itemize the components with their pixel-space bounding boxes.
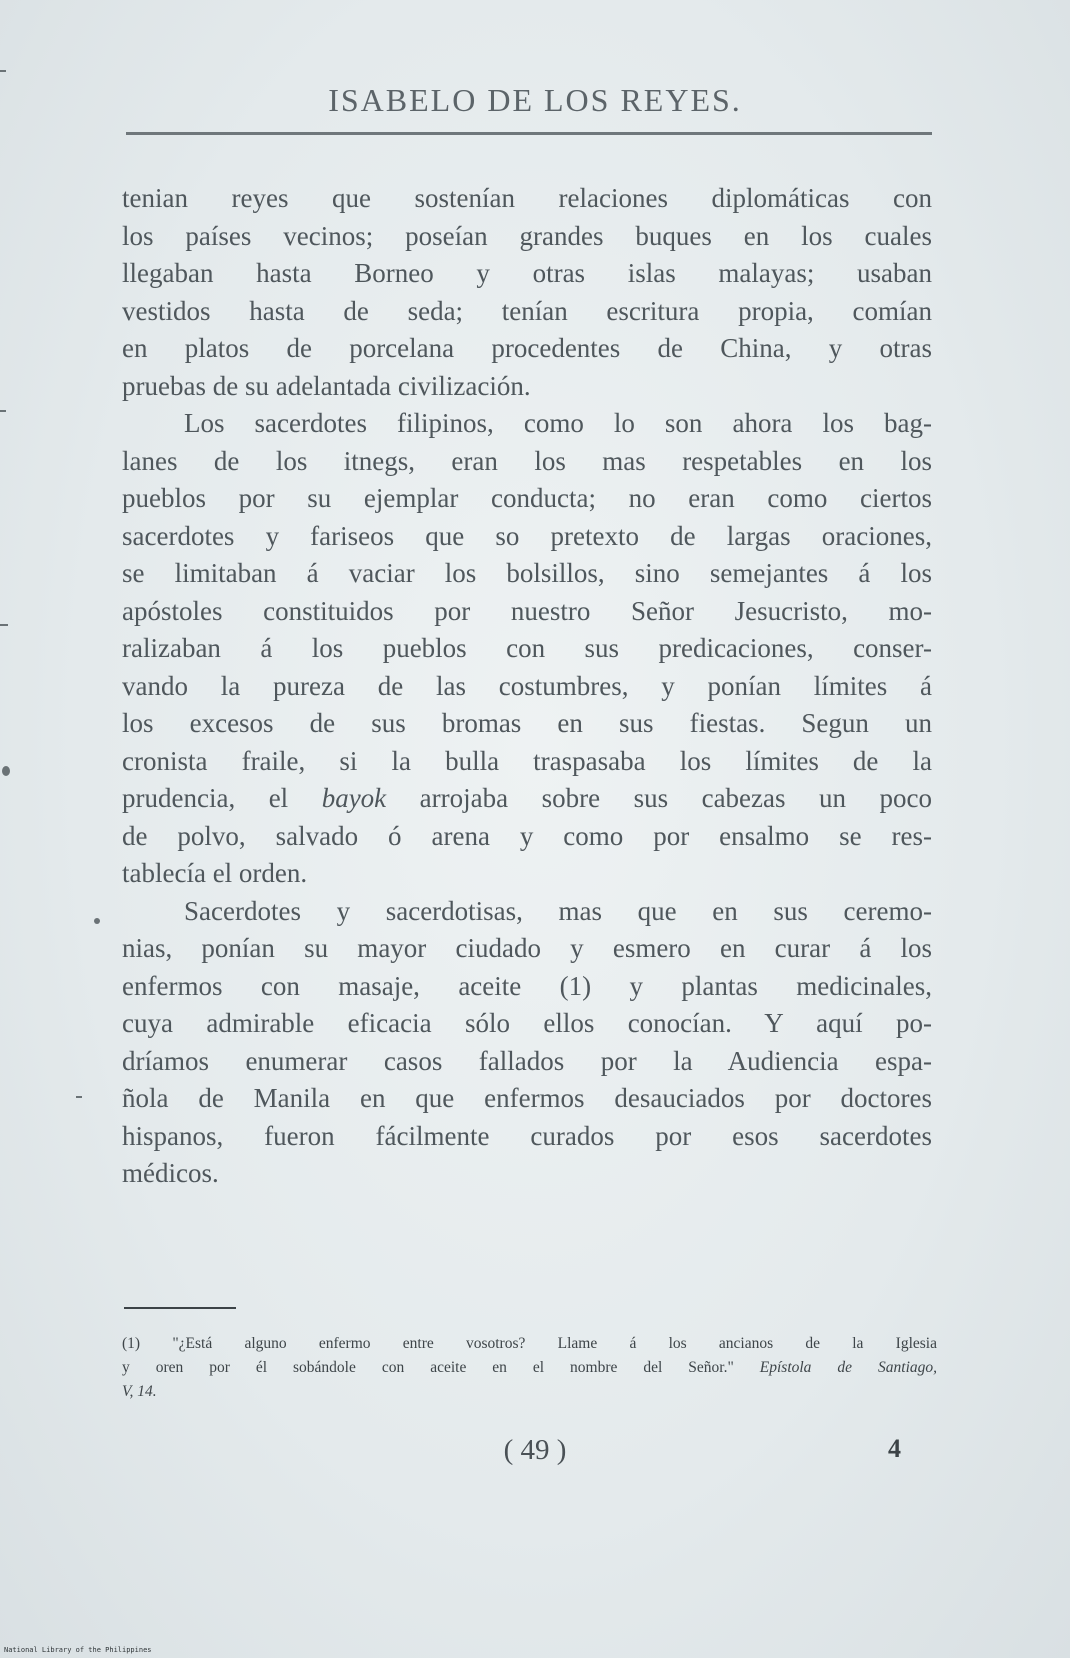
margin-mark (0, 70, 6, 72)
footnote-rule (124, 1307, 236, 1309)
body-line: ñola de Manila en que enfermos desauciados por doctores (122, 1083, 932, 1113)
body-line: pruebas de su adelantada civilización. (122, 370, 531, 401)
margin-mark (0, 624, 8, 626)
body-line: de polvo, salvado ó arena y como por ensalmo se res- (122, 820, 932, 851)
body-line: tablecía el orden. (122, 858, 308, 888)
footnote-citation-verse: V, 14. (122, 1383, 157, 1400)
footnote (122, 1332, 937, 1404)
body-line: sacerdotes y fariseos que so pretexto de largas oraciones, (122, 520, 932, 551)
body-line: lanes de los itnegs, eran los mas respetables en los (122, 445, 932, 476)
body-line: se limitaban á vaciar los bolsillos, sino semejantes á los (122, 558, 932, 588)
footnote-citation: Epístola de Santiago, (759, 1359, 937, 1376)
printer-signature-mark: 4 (888, 1434, 901, 1463)
page-number: ( 49 ) (503, 1434, 567, 1466)
margin-mark (0, 410, 6, 412)
body-line: tenian reyes que sostenían relaciones diplomáticas con (122, 183, 932, 213)
body-line-segment: arrojaba sobre sus cabezas un poco (386, 783, 932, 813)
italic-term-bayok: bayok (321, 783, 387, 813)
footnote-line (122, 1380, 937, 1404)
body-line: cuya admirable eficacia sólo ellos conocían. Y aquí po- (122, 1008, 932, 1038)
running-header-title: ISABELO DE LOS REYES. (328, 82, 742, 118)
body-line: Los sacerdotes filipinos, como lo son ahora los bag- (184, 408, 932, 438)
body-line: dríamos enumerar casos fallados por la Audiencia espa- (122, 1045, 932, 1076)
library-credit: National Library of the Philippines (4, 1646, 152, 1654)
body-line: ralizaban á los pueblos con sus predicaciones, conser- (122, 633, 932, 663)
body-line: los países vecinos; poseían grandes buques en los cuales (122, 220, 932, 251)
body-line: llegaban hasta Borneo y otras islas malayas; usaban (122, 258, 932, 288)
header-rule (126, 132, 932, 135)
body-text (122, 180, 932, 1193)
body-line: los excesos de sus bromas en sus fiestas. Segun un (122, 708, 932, 738)
body-line-segment: prudencia, el (122, 783, 322, 813)
footnote-line: (1) "¿Está alguno enfermo entre vosotros? Llame á los ancianos de la Iglesia (122, 1335, 937, 1352)
body-line-with-italic (122, 780, 932, 818)
body-line: vestidos hasta de seda; tenían escritura propia, comían (122, 295, 932, 326)
margin-mark (76, 1096, 82, 1098)
footnote-line (122, 1356, 937, 1380)
body-line: médicos. (122, 1158, 219, 1188)
body-line: enfermos con masaje, aceite (1) y plantas medicinales, (122, 970, 932, 1001)
body-line: en platos de porcelana procedentes de China, y otras (122, 333, 932, 363)
body-line: cronista fraile, si la bulla traspasaba los límites de la (122, 745, 932, 776)
body-line: hispanos, fueron fácilmente curados por esos sacerdotes (122, 1120, 932, 1151)
body-line: vando la pureza de las costumbres, y ponían límites á (122, 670, 932, 701)
body-line: Sacerdotes y sacerdotisas, mas que en sus ceremo- (184, 895, 932, 926)
margin-mark (2, 766, 10, 776)
body-line: apóstoles constituidos por nuestro Señor Jesucristo, mo- (122, 595, 932, 626)
margin-mark (94, 918, 100, 924)
body-line: nias, ponían su mayor ciudado y esmero en curar á los (122, 933, 932, 963)
footnote-segment: y oren por él sobándole con aceite en el nombre del Señor." (122, 1359, 760, 1376)
body-line: pueblos por su ejemplar conducta; no eran como ciertos (122, 483, 932, 513)
